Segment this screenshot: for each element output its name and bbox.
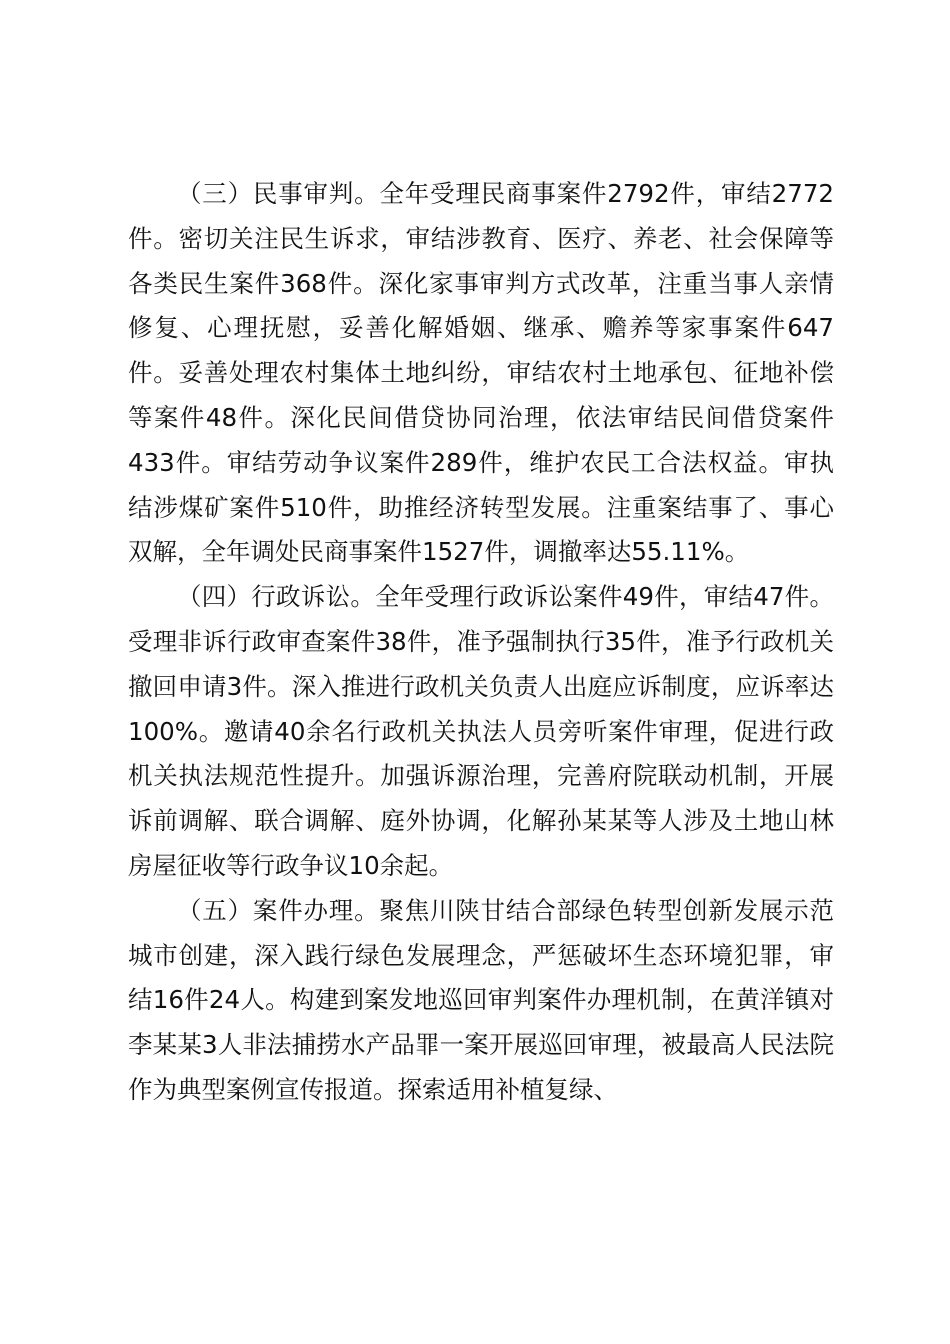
paragraph-administrative-litigation: （四）行政诉讼。全年受理行政诉讼案件49件，审结47件。受理非诉行政审查案件38件，准予强制执行35件，准予行政机关撤回申请3件。深入推进行政机关负责人出庭应诉制度，应诉率达100%。邀请40余名行政机关执法人员旁听案件审理，促进行政机关执法规范性提升。加强诉源治理，完善府院联动机制，开展诉前调解、联合调解、庭外协调，化解孙某某等人涉及土地山林房屋征收等行政争议10余起。 xyxy=(128,582,834,880)
document-body xyxy=(128,172,834,1113)
paragraph-civil-trial: （三）民事审判。全年受理民商事案件2792件，审结2772件。密切关注民生诉求，审结涉教育、医疗、养老、社会保障等各类民生案件368件。深化家事审判方式改革，注重当事人亲情修复、心理抚慰，妥善化解婚姻、继承、赡养等家事案件647件。妥善处理农村集体土地纠纷，审结农村土地承包、征地补偿等案件48件。深化民间借贷协同治理，依法审结民间借贷案件433件。审结劳动争议案件289件，维护农民工合法权益。审执结涉煤矿案件510件，助推经济转型发展。注重案结事了、事心双解，全年调处民商事案件1527件，调撤率达55.11%。 xyxy=(128,179,834,567)
paragraph-case-handling: （五）案件办理。聚焦川陕甘结合部绿色转型创新发展示范城市创建，深入践行绿色发展理念，严惩破坏生态环境犯罪，审结16件24人。构建到案发地巡回审判案件办理机制，在黄洋镇对李某某3人非法捕捞水产品罪一案开展巡回审理，被最高人民法院作为典型案例宣传报道。探索适用补植复绿、 xyxy=(128,895,834,1104)
